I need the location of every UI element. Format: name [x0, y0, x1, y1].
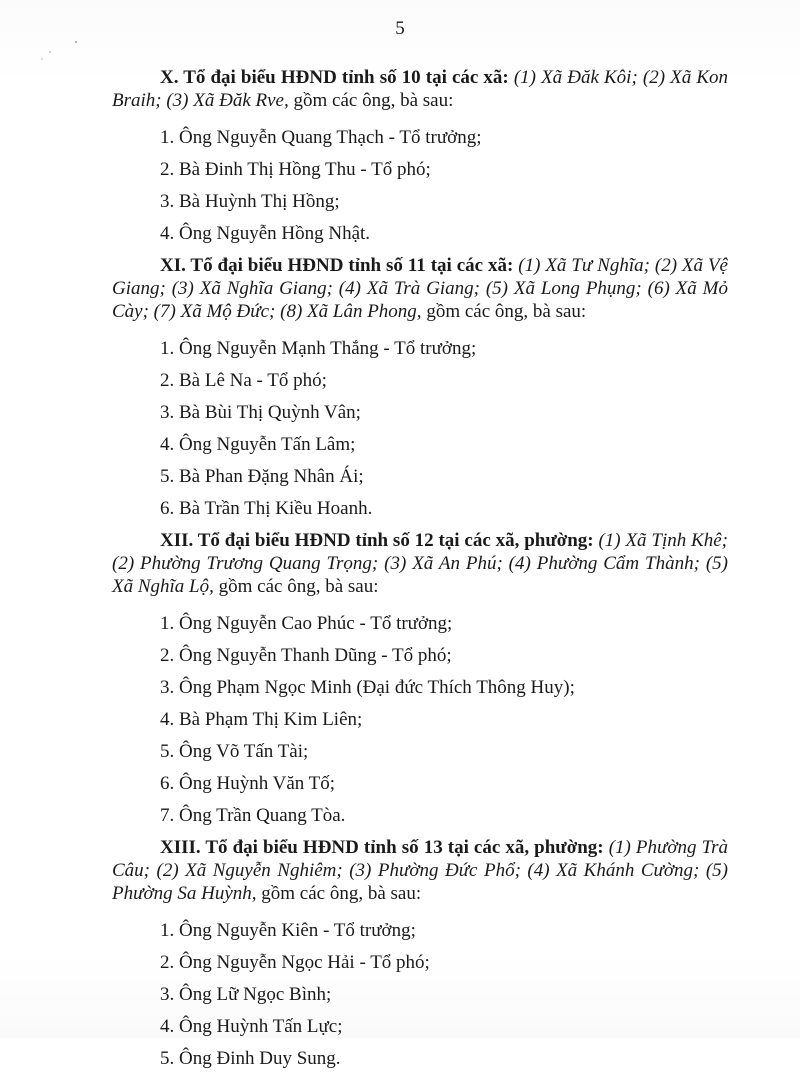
list-item: 1. Ông Nguyễn Quang Thạch - Tổ trưởng; — [160, 127, 482, 148]
list-item: 4. Bà Phạm Thị Kim Liên; — [160, 709, 363, 730]
section-title: XI. Tổ đại biểu HĐND tỉnh số 11 tại các xã: — [160, 255, 514, 276]
list-item: 2. Bà Lê Na - Tổ phó; — [160, 370, 327, 391]
list-item: 7. Ông Trần Quang Tòa. — [160, 805, 346, 826]
list-item: 6. Bà Trần Thị Kiều Hoanh. — [160, 498, 373, 519]
member-list — [112, 915, 728, 1075]
section-localities: (1) Phường Trà Câu; (2) Xã Nguyễn Nghiêm; (3) Phường Đức Phổ; (4) Xã Khánh Cường; (5) Phường Sa Huỳnh, — [112, 837, 728, 904]
section-heading — [112, 529, 728, 598]
section-heading — [112, 836, 728, 905]
section-xii — [112, 529, 728, 832]
list-item: 4. Ông Huỳnh Tấn Lực; — [160, 1016, 343, 1037]
section-localities: (1) Xã Tư Nghĩa; (2) Xã Vệ Giang; (3) Xã Nghĩa Giang; (4) Xã Trà Giang; (5) Xã Long Phụng; (6) Xã Mỏ Cày; (7) Xã Mộ Đức; (8) Xã Lân Phong, — [112, 255, 728, 322]
list-item: 3. Bà Huỳnh Thị Hồng; — [160, 191, 340, 212]
section-heading — [112, 254, 728, 323]
section-suffix: gồm các ông, bà sau: — [288, 90, 454, 111]
section-suffix: gồm các ông, bà sau: — [256, 883, 422, 904]
section-x — [112, 66, 728, 250]
list-item: 1. Ông Nguyễn Cao Phúc - Tổ trưởng; — [160, 613, 453, 634]
section-title: X. Tổ đại biểu HĐND tỉnh số 10 tại các xã: — [160, 67, 509, 88]
section-title: XIII. Tổ đại biểu HĐND tỉnh số 13 tại các xã, phường: — [160, 837, 604, 858]
member-list — [112, 122, 728, 250]
section-xi — [112, 254, 728, 525]
list-item: 5. Ông Võ Tấn Tài; — [160, 741, 309, 762]
list-item: 1. Ông Nguyễn Mạnh Thắng - Tổ trưởng; — [160, 338, 477, 359]
section-localities: (1) Xã Đăk Kôi; (2) Xã Kon Braih; (3) Xã Đăk Rve, — [112, 67, 728, 111]
list-item: 3. Ông Lữ Ngọc Bình; — [160, 984, 332, 1005]
member-list — [112, 333, 728, 525]
list-item: 5. Bà Phan Đặng Nhân Ái; — [160, 466, 364, 487]
document-body — [112, 66, 728, 1079]
section-localities: (1) Xã Tịnh Khê; (2) Phường Trương Quang Trọng; (3) Xã An Phú; (4) Phường Cẩm Thành; (5) Xã Nghĩa Lộ, — [112, 530, 728, 597]
list-item: 2. Ông Nguyễn Thanh Dũng - Tổ phó; — [160, 645, 452, 666]
section-heading — [112, 66, 728, 112]
list-item: 4. Ông Nguyễn Tấn Lâm; — [160, 434, 356, 455]
list-item: 5. Ông Đinh Duy Sung. — [160, 1048, 341, 1069]
section-title: XII. Tổ đại biểu HĐND tỉnh số 12 tại các xã, phường: — [160, 530, 594, 551]
list-item: 3. Ông Phạm Ngọc Minh (Đại đức Thích Thông Huy); — [160, 677, 575, 698]
list-item: 4. Ông Nguyễn Hồng Nhật. — [160, 223, 371, 244]
list-item: 3. Bà Bùi Thị Quỳnh Vân; — [160, 402, 361, 423]
section-suffix: gồm các ông, bà sau: — [421, 301, 587, 322]
section-xiii — [112, 836, 728, 1075]
member-list — [112, 608, 728, 832]
list-item: 2. Bà Đinh Thị Hồng Thu - Tổ phó; — [160, 159, 431, 180]
list-item: 2. Ông Nguyễn Ngọc Hải - Tổ phó; — [160, 952, 430, 973]
section-suffix: gồm các ông, bà sau: — [213, 576, 379, 597]
page-number: 5 — [395, 18, 405, 39]
list-item: 6. Ông Huỳnh Văn Tố; — [160, 773, 336, 794]
list-item: 1. Ông Nguyễn Kiên - Tổ trưởng; — [160, 920, 416, 941]
